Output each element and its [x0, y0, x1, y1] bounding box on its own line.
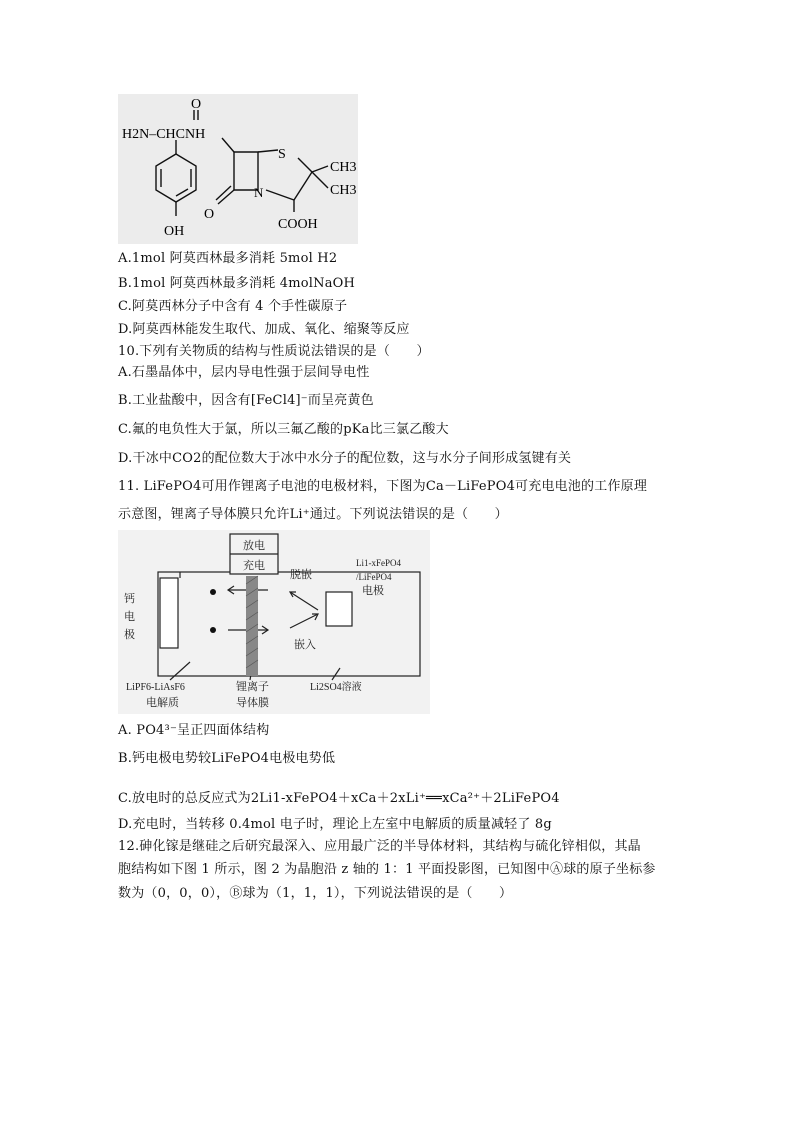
switch-discharge-label: 放电	[243, 540, 265, 552]
methyl-2-label: CH3	[330, 183, 357, 198]
amoxicillin-structure-svg	[118, 94, 358, 244]
methyl-1-label: CH3	[330, 160, 357, 175]
amine-group-label: H2N–CHCNH	[122, 127, 206, 142]
q11-option-c: C.放电时的总反应式为2Li1-xFePO4＋xCa＋2xLi⁺══xCa²⁺＋2LiFePO4	[118, 791, 560, 806]
q12-line-3: 数为（0，0，0），Ⓑ球为（1，1，1），下列说法错误的是（ ）	[118, 886, 513, 901]
calcium-electrode-label-1: 钙	[124, 593, 135, 605]
q10-option-c: C.氟的电负性大于氯，所以三氟乙酸的pKa比三氯乙酸大	[118, 422, 449, 437]
battery-cell-svg	[118, 530, 430, 714]
sulfur-label: S	[278, 147, 286, 162]
q9-option-b: B.1mol 阿莫西林最多消耗 4molNaOH	[118, 276, 356, 291]
q9-option-c: C.阿莫西林分子中含有 4 个手性碳原子	[118, 299, 348, 314]
q12-line-1: 12.砷化镓是继硅之后研究最深入、应用最广泛的半导体材料，其结构与硫化锌相似，其晶	[118, 839, 641, 854]
q11-stem-line-2: 示意图，锂离子导体膜只允许Li⁺通过。下列说法错误的是（ ）	[118, 507, 508, 522]
calcium-electrode-label-2: 电	[124, 611, 135, 623]
ion-dot-upper	[210, 589, 216, 595]
membrane-label-2: 导体膜	[236, 697, 269, 709]
right-electrode-label-3: 电极	[362, 585, 384, 597]
carboxyl-label: COOH	[278, 217, 318, 232]
q11-stem-line-1: 11. LiFePO4可用作锂离子电池的电极材料，下图为Ca－LiFePO4可充电电池的工作原理	[118, 479, 648, 494]
q11-option-b: B.钙电极电势较LiFePO4电极电势低	[118, 751, 336, 766]
carbonyl-oxygen-label: O	[190, 97, 202, 112]
q10-option-b: B.工业盐酸中，因含有[FeCl4]⁻而呈亮黄色	[118, 393, 374, 408]
q10-option-d: D.干冰中CO2的配位数大于冰中水分子的配位数，这与水分子间形成氢键有关	[118, 451, 572, 466]
right-solution-label: Li2SO4溶液	[310, 682, 362, 693]
q9-option-d: D.阿莫西林能发生取代、加成、氧化、缩聚等反应	[118, 322, 410, 337]
calcium-electrode-label-3: 极	[124, 629, 135, 641]
nitrogen-label: N	[254, 185, 264, 200]
right-electrode-label-2: /LiFePO4	[356, 572, 392, 582]
amoxicillin-structure-figure	[118, 94, 358, 244]
battery-cell-diagram	[118, 530, 430, 714]
left-electrolyte-label-2: 电解质	[146, 697, 179, 709]
lactam-oxygen-label: O	[204, 207, 215, 222]
q12-line-2: 胞结构如下图 1 所示，图 2 为晶胞沿 z 轴的 1：1 平面投影图，已知图中Ⓐ球的原子坐标参	[118, 862, 656, 877]
q10-stem: 10.下列有关物质的结构与性质说法错误的是（ ）	[118, 344, 430, 359]
q11-option-d: D.充电时，当转移 0.4mol 电子时，理论上左室中电解质的质量减轻了 8g	[118, 817, 552, 832]
switch-charge-label: 充电	[243, 560, 265, 572]
q10-option-a: A.石墨晶体中，层内导电性强于层间导电性	[118, 365, 370, 380]
intercalate-label: 嵌入	[294, 639, 316, 651]
right-electrode-label-1: Li1-xFePO4	[356, 558, 401, 568]
ion-dot-lower	[210, 627, 216, 633]
deintercalate-label: 脱嵌	[290, 569, 312, 581]
q9-option-a: A.1mol 阿莫西林最多消耗 5mol H2	[118, 251, 338, 266]
membrane-label-1: 锂离子	[236, 681, 269, 693]
q11-option-a: A. PO4³⁻呈正四面体结构	[118, 723, 270, 738]
hydroxyl-label: OH	[164, 224, 185, 239]
left-electrolyte-label-1: LiPF6-LiAsF6	[126, 682, 185, 693]
